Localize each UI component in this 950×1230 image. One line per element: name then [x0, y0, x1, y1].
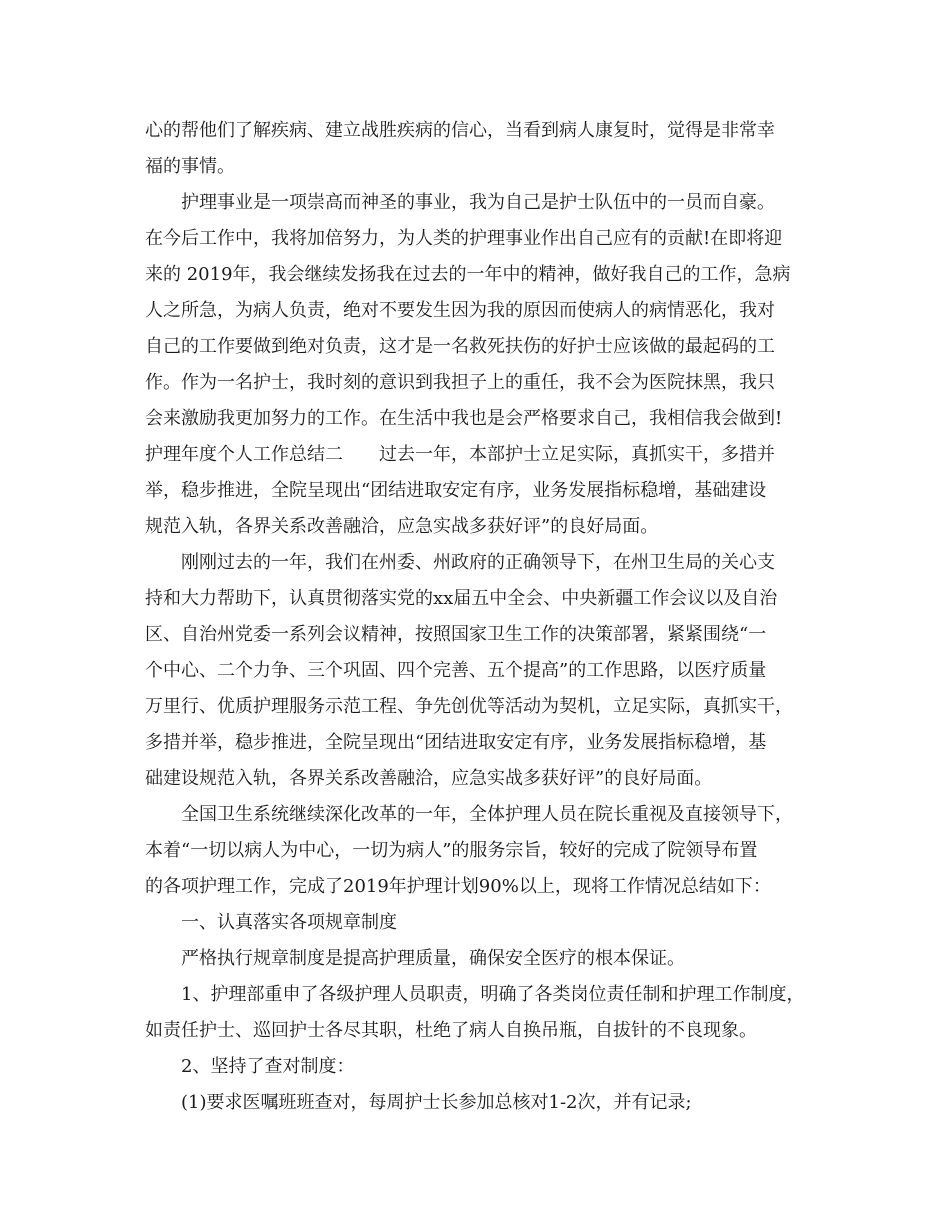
- text-line: 持和大力帮助下，认真贯彻落实党的xx届五中全会、中央新疆工作会议以及自治: [145, 588, 778, 609]
- text-line: 严格执行规章制度是提高护理质量，确保安全医疗的根本保证。: [181, 948, 685, 969]
- text-line: 护理事业是一项崇高而神圣的事业，我为自己是护士队伍中的一员而自豪。: [181, 192, 775, 213]
- text-line: 全国卫生系统继续深化改革的一年，全体护理人员在院长重视及直接领导下，: [181, 804, 793, 825]
- text-line: 的各项护理工作，完成了2019年护理计划90%以上，现将工作情况总结如下：: [145, 876, 771, 897]
- text-line: 本着“一切以病人为中心，一切为病人”的服务宗旨，较好的完成了院领导布置: [145, 840, 758, 861]
- text-line: 多措并举，稳步推进，全院呈现出“团结进取安定有序，业务发展指标稳增，基: [145, 732, 767, 753]
- text-line: 福的事情。: [145, 156, 235, 177]
- text-line: 1、护理部重申了各级护理人员职责，明确了各类岗位责任制和护理工作制度，: [181, 984, 805, 1005]
- subheading-line: 一、认真落实各项规章制度: [181, 912, 397, 933]
- text-line: 础建设规范入轨，各界关系改善融洽，应急实战多获好评”的良好局面。: [145, 768, 713, 789]
- text-line: 个中心、二个力争、三个巩固、四个完善、五个提高”的工作思路，以医疗质量: [145, 660, 767, 681]
- text-line: 2、坚持了查对制度：: [181, 1056, 355, 1077]
- text-line: 自己的工作要做到绝对负责，这才是一名救死扶伤的好护士应该做的最起码的工: [145, 336, 775, 357]
- text-line: 规范入轨，各界关系改善融洽，应急实战多获好评”的良好局面。: [145, 516, 659, 537]
- text-line: 心的帮他们了解疾病、建立战胜疾病的信心，当看到病人康复时，觉得是非常幸: [145, 120, 775, 141]
- section-heading-line: 护理年度个人工作总结二 过去一年，本部护士立足实际，真抓实干，多措并: [145, 444, 775, 465]
- text-line: 万里行、优质护理服务示范工程、争先创优等活动为契机，立足实际，真抓实干，: [145, 696, 793, 717]
- text-line: (1)要求医嘱班班查对，每周护士长参加总核对1-2次，并有记录;: [181, 1092, 692, 1113]
- text-line: 如责任护士、巡回护士各尽其职，杜绝了病人自换吊瓶，自拔针的不良现象。: [145, 1020, 757, 1041]
- text-line: 来的 2019年，我会继续发扬我在过去的一年中的精神，做好我自己的工作，急病: [145, 264, 791, 285]
- text-line: 在今后工作中，我将加倍努力，为人类的护理事业作出自己应有的贡献!在即将迎: [145, 228, 783, 249]
- text-line: 会来激励我更加努力的工作。在生活中我也是会严格要求自己，我相信我会做到!: [145, 408, 783, 429]
- text-line: 人之所急，为病人负责，绝对不要发生因为我的原因而使病人的病情恶化，我对: [145, 300, 775, 321]
- text-line: 刚刚过去的一年，我们在州委、州政府的正确领导下，在州卫生局的关心支: [181, 552, 775, 573]
- text-line: 区、自治州党委一系列会议精神，按照国家卫生工作的决策部署，紧紧围绕“一: [145, 624, 767, 645]
- text-line: 举，稳步推进，全院呈现出“团结进取安定有序，业务发展指标稳增，基础建设: [145, 480, 767, 501]
- text-line: 作。作为一名护士，我时刻的意识到我担子上的重任，我不会为医院抹黑，我只: [145, 372, 775, 393]
